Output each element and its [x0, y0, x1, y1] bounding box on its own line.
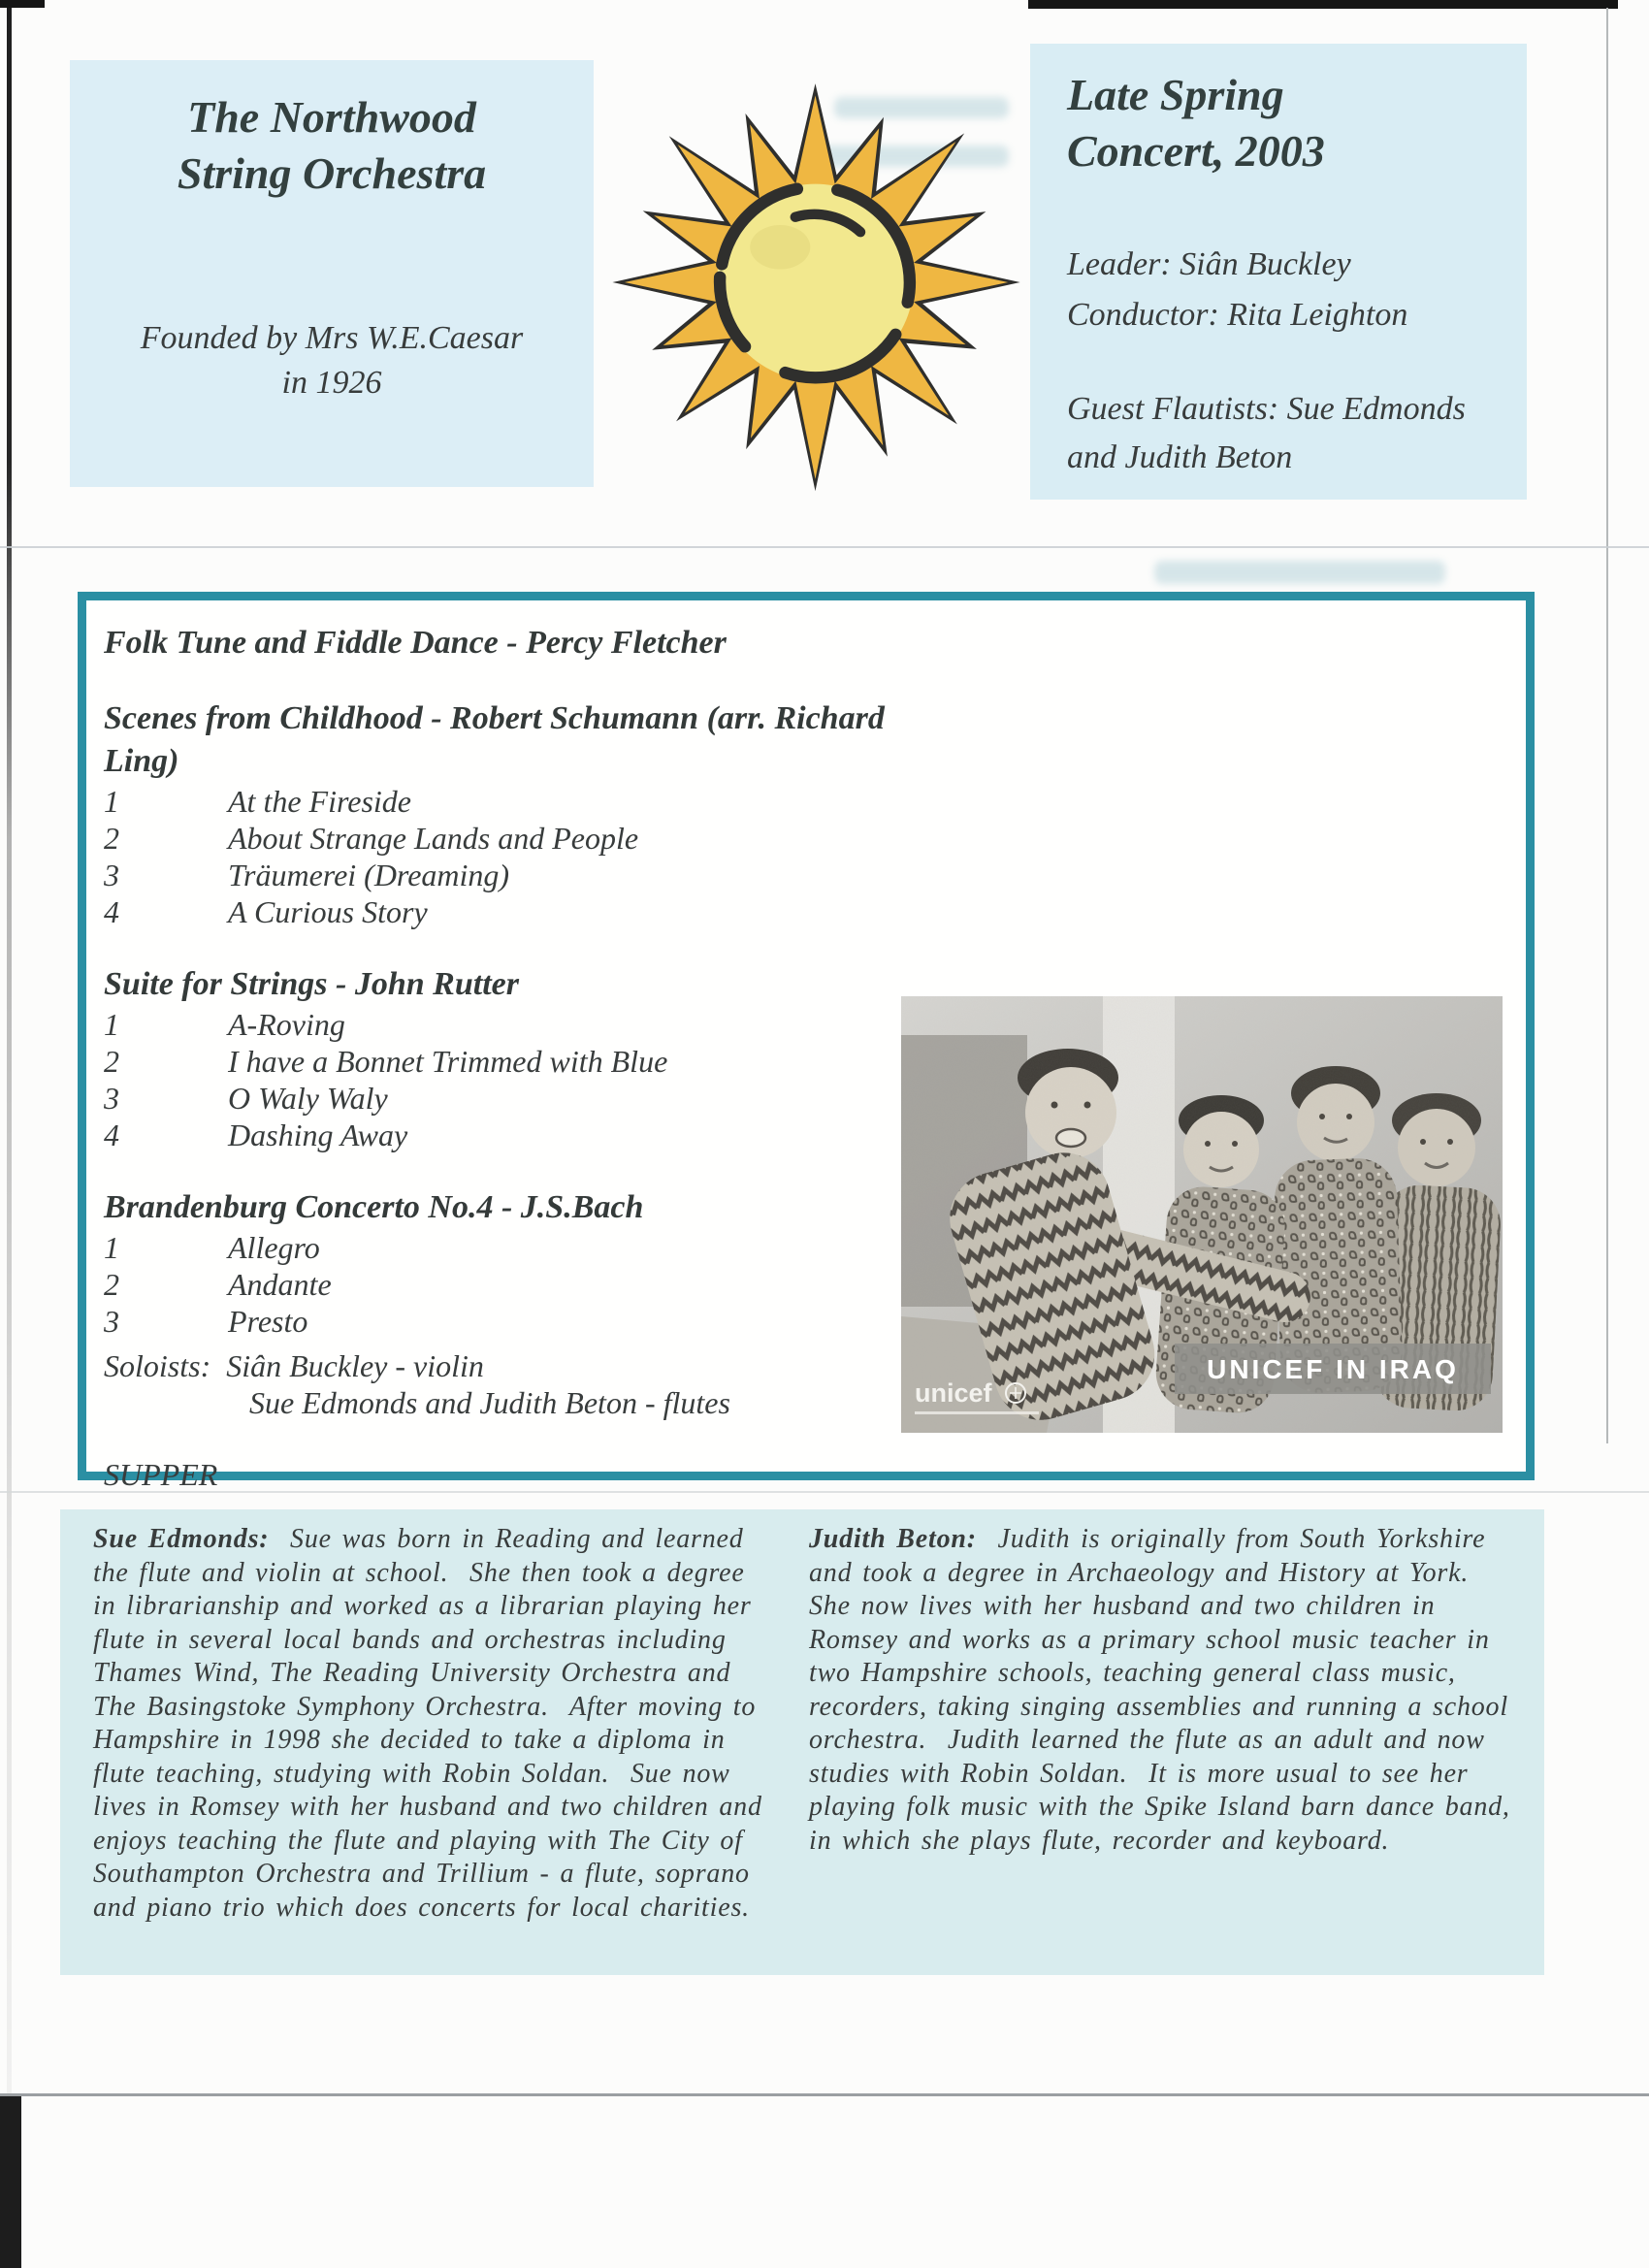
bio-text: Judith is originally from South Yorkshire and took a degree in Archaeology and History at York. She now lives with her husband and two children in Romsey and works as a primary school music teacher in two Hampshire schools, teaching general class music, recorders, taking singing assemblies and running a school orchestra. Judith learned the flute as an adult and now studies with Robin Soldan. It is more usual to see her playing folk music with the Spike Island barn dance band, in which she plays flute, recorder and keyboard.: [809, 1524, 1521, 1856]
movement-number: 3: [104, 1304, 119, 1339]
unicef-brand-text: unicef: [915, 1378, 992, 1408]
piece-title: Scenes from Childhood - Robert Schumann (arr. Richard Ling): [104, 700, 885, 779]
paper-right-edge: [1606, 8, 1608, 1443]
bio-sue-edmonds: [93, 1523, 774, 1925]
sun-icon: [599, 60, 1031, 504]
movement-row: [104, 1117, 957, 1153]
movement-number: 1: [104, 1230, 119, 1265]
movement-title: At the Fireside: [228, 784, 411, 819]
guests-line2: and Judith Beton: [1067, 439, 1293, 475]
unicef-photo: [901, 996, 1503, 1433]
orchestra-title-line1: The Northwood: [187, 92, 476, 142]
movement-title: Presto: [228, 1304, 308, 1339]
scan-edge-top-right: [1028, 0, 1618, 9]
fold-line: [0, 546, 1649, 548]
movement-row: [104, 1303, 957, 1340]
movement-title: Dashing Away: [228, 1118, 408, 1152]
movement-title: I have a Bonnet Trimmed with Blue: [228, 1044, 668, 1079]
bio-name: Judith Beton:: [809, 1524, 977, 1554]
programme-content: [104, 622, 957, 1493]
soloists-line1: Soloists: Siân Buckley - violin: [104, 1348, 484, 1383]
founded-line2: in 1926: [281, 365, 382, 401]
fold-line: [0, 2093, 1649, 2096]
soloists-line2: Sue Edmonds and Judith Beton - flutes: [249, 1385, 730, 1420]
supper-label: SUPPER: [104, 1457, 218, 1492]
movement-number: 3: [104, 1081, 119, 1116]
orchestra-title-line2: String Orchestra: [177, 148, 487, 198]
movement-number: 2: [104, 1044, 119, 1079]
movement-number: 1: [104, 1007, 119, 1042]
movement-list: [104, 1006, 957, 1153]
movement-number: 2: [104, 821, 119, 856]
movement-title: A Curious Story: [228, 894, 428, 929]
movement-title: O Waly Waly: [228, 1081, 388, 1116]
sun-illustration: [599, 60, 1031, 504]
founded-line1: Founded by Mrs W.E.Caesar: [140, 320, 524, 356]
bio-text: Sue was born in Reading and learned the flute and violin at school. She then took a degree in librarianship and worked as a librarian playing her flute in several local bands and orchestras including Thames Wind, The Reading University Orchestra and The Basingstoke Symphony Orchestra. After moving to Hampshire in 1998 she decided to take a diploma in flute teaching, studying with Robin Soldan. Sue now lives in Romsey with her husband and two children and enjoys teaching the flute and playing with The City of Southampton Orchestra and Trillium - a flute, soprano and piano trio which does concerts for local charities.: [93, 1524, 773, 1923]
crew-block: [1067, 240, 1527, 340]
movement-number: 3: [104, 858, 119, 892]
scan-edge-top-left: [0, 0, 45, 8]
bios-section: [60, 1509, 1544, 1975]
movement-title: Allegro: [228, 1230, 320, 1265]
scan-edge-bottom-left: [0, 2093, 21, 2268]
movement-row: [104, 893, 957, 930]
scan-edge-left: [7, 0, 12, 2095]
movement-list: [104, 783, 957, 930]
piece: [104, 1186, 957, 1340]
conductor-line: Conductor: Rita Leighton: [1067, 297, 1408, 333]
movement-number: 4: [104, 894, 119, 929]
movement-row: [104, 1229, 957, 1266]
movement-row: [104, 1006, 957, 1043]
concert-title-line1: Late Spring: [1067, 70, 1284, 119]
bio-name: Sue Edmonds:: [93, 1524, 270, 1554]
concert-title-line2: Concert, 2003: [1067, 126, 1325, 176]
bio-judith-beton: [809, 1523, 1527, 1858]
concert-header-panel: [1030, 44, 1527, 500]
movement-row: [104, 857, 957, 893]
bleed-through-smudge: [1154, 561, 1445, 584]
photo-caption: [1175, 1344, 1491, 1394]
orchestra-title: [70, 89, 594, 202]
movement-row: [104, 1080, 957, 1117]
movement-number: 2: [104, 1267, 119, 1302]
unicef-photo-image: [901, 996, 1503, 1433]
founded-note: [70, 316, 594, 405]
movement-row: [104, 1043, 957, 1080]
concert-title: [1067, 67, 1527, 179]
movement-list: [104, 1229, 957, 1340]
programme-box: [78, 592, 1535, 1492]
movement-row: [104, 1266, 957, 1303]
movement-number: 4: [104, 1118, 119, 1152]
guests-line1: Guest Flautists: Sue Edmonds: [1067, 391, 1466, 427]
piece-title: Folk Tune and Fiddle Dance - Percy Fletcher: [104, 625, 727, 661]
guest-flautists-block: [1067, 385, 1527, 482]
piece: [104, 697, 957, 930]
movement-row: [104, 783, 957, 820]
movement-title: A-Roving: [228, 1007, 345, 1042]
movement-number: 1: [104, 784, 119, 819]
piece: [104, 963, 957, 1153]
movement-title: About Strange Lands and People: [228, 821, 639, 856]
photo-caption-text: UNICEF IN IRAQ: [1207, 1354, 1459, 1384]
piece-title: Suite for Strings - John Rutter: [104, 966, 519, 1002]
orchestra-header-panel: [70, 60, 594, 487]
movement-title: Träumerei (Dreaming): [228, 858, 510, 892]
movement-row: [104, 820, 957, 857]
piece-title: Brandenburg Concerto No.4 - J.S.Bach: [104, 1189, 644, 1225]
piece: [104, 622, 957, 664]
leader-line: Leader: Siân Buckley: [1067, 246, 1351, 282]
movement-title: Andante: [228, 1267, 332, 1302]
